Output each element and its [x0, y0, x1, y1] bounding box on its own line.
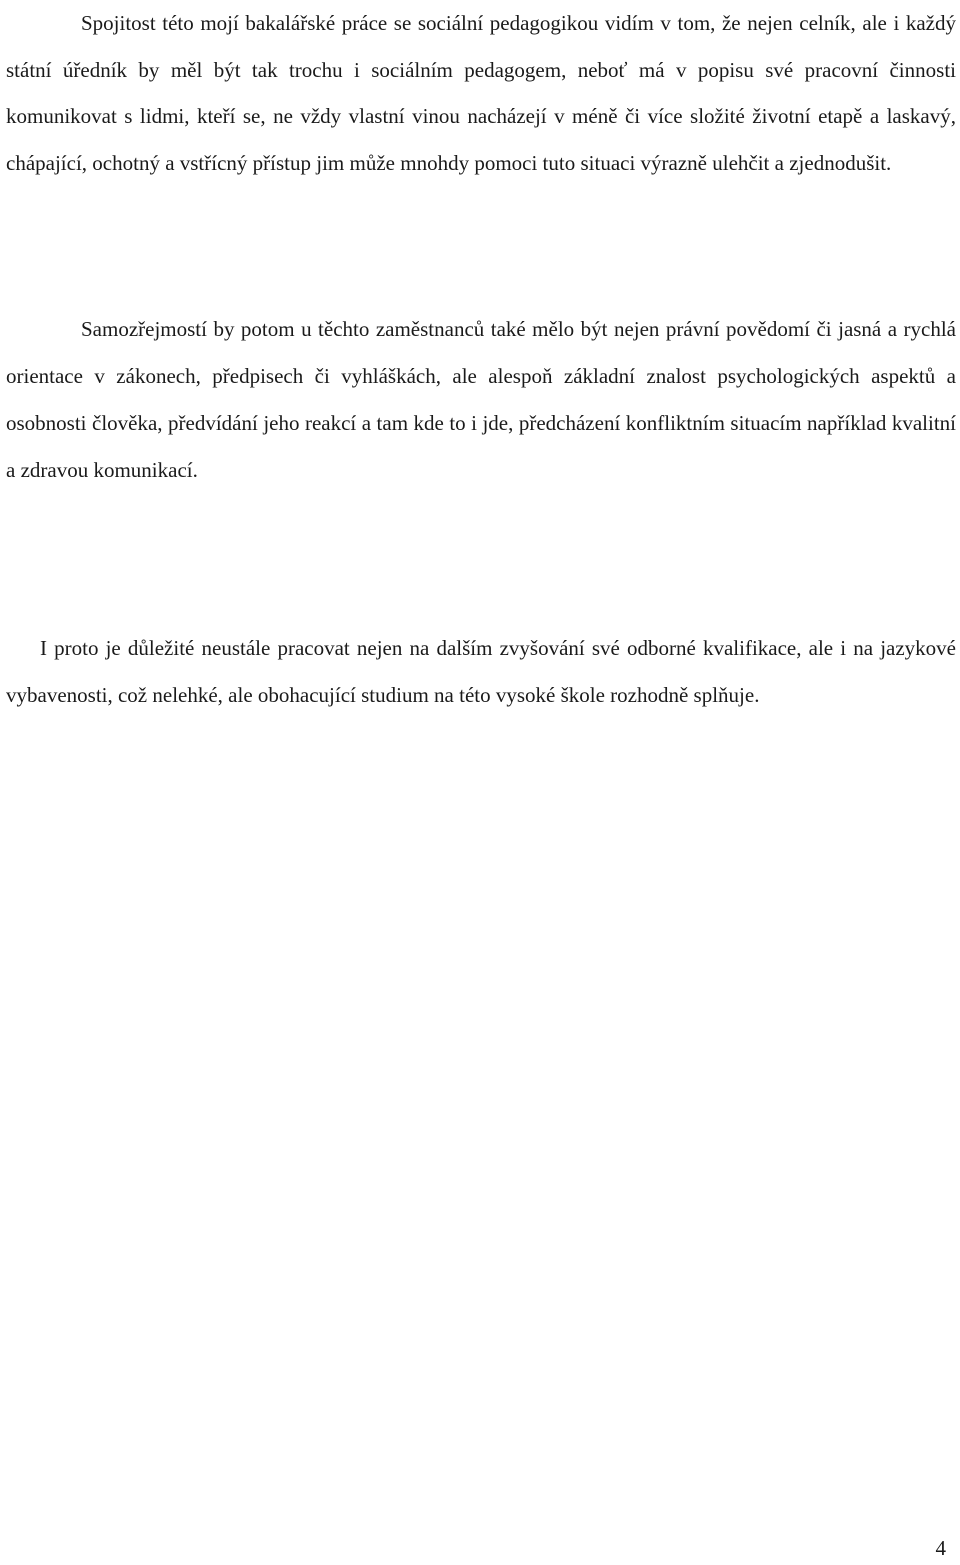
- paragraph-1: [6, 0, 956, 186]
- page-number: 4: [935, 1536, 946, 1560]
- paragraph-3: [6, 625, 956, 719]
- paragraph-1-text: Spojitost této mojí bakalářské práce se sociální pedagogikou vidím v tom, že nejen celník, ale i každý státní úředník by měl být tak trochu i sociálním pedagogem, neboť má v popisu své pracovní činnosti komunikovat s lidmi, kteří se, ne vždy vlastní vinou nacházejí v méně či více složité životní etapě a laskavý, chápající, ochotný a vstřícný přístup jim může mnohdy pomoci tuto situaci výrazně ulehčit a zjednodušit.: [6, 11, 956, 175]
- paragraph-2: [6, 306, 956, 494]
- paragraph-2-text: Samozřejmostí by potom u těchto zaměstnanců také mělo být nejen právní povědomí či jasná a rychlá orientace v zákonech, předpisech či vyhláškách, ale alespoň základní znalost psychologických aspektů a osobnosti člověka, předvídání jeho reakcí a tam kde to i jde, předcházení konfliktním situacím například kvalitní a zdravou komunikací.: [6, 317, 956, 482]
- paragraph-3-text: I proto je důležité neustále pracovat nejen na dalším zvyšování své odborné kvalifikace, ale i na jazykové vybavenosti, což nelehké, ale obohacující studium na této vysoké škole rozhodně splňuje.: [6, 636, 956, 707]
- document-page: [6, 0, 956, 1565]
